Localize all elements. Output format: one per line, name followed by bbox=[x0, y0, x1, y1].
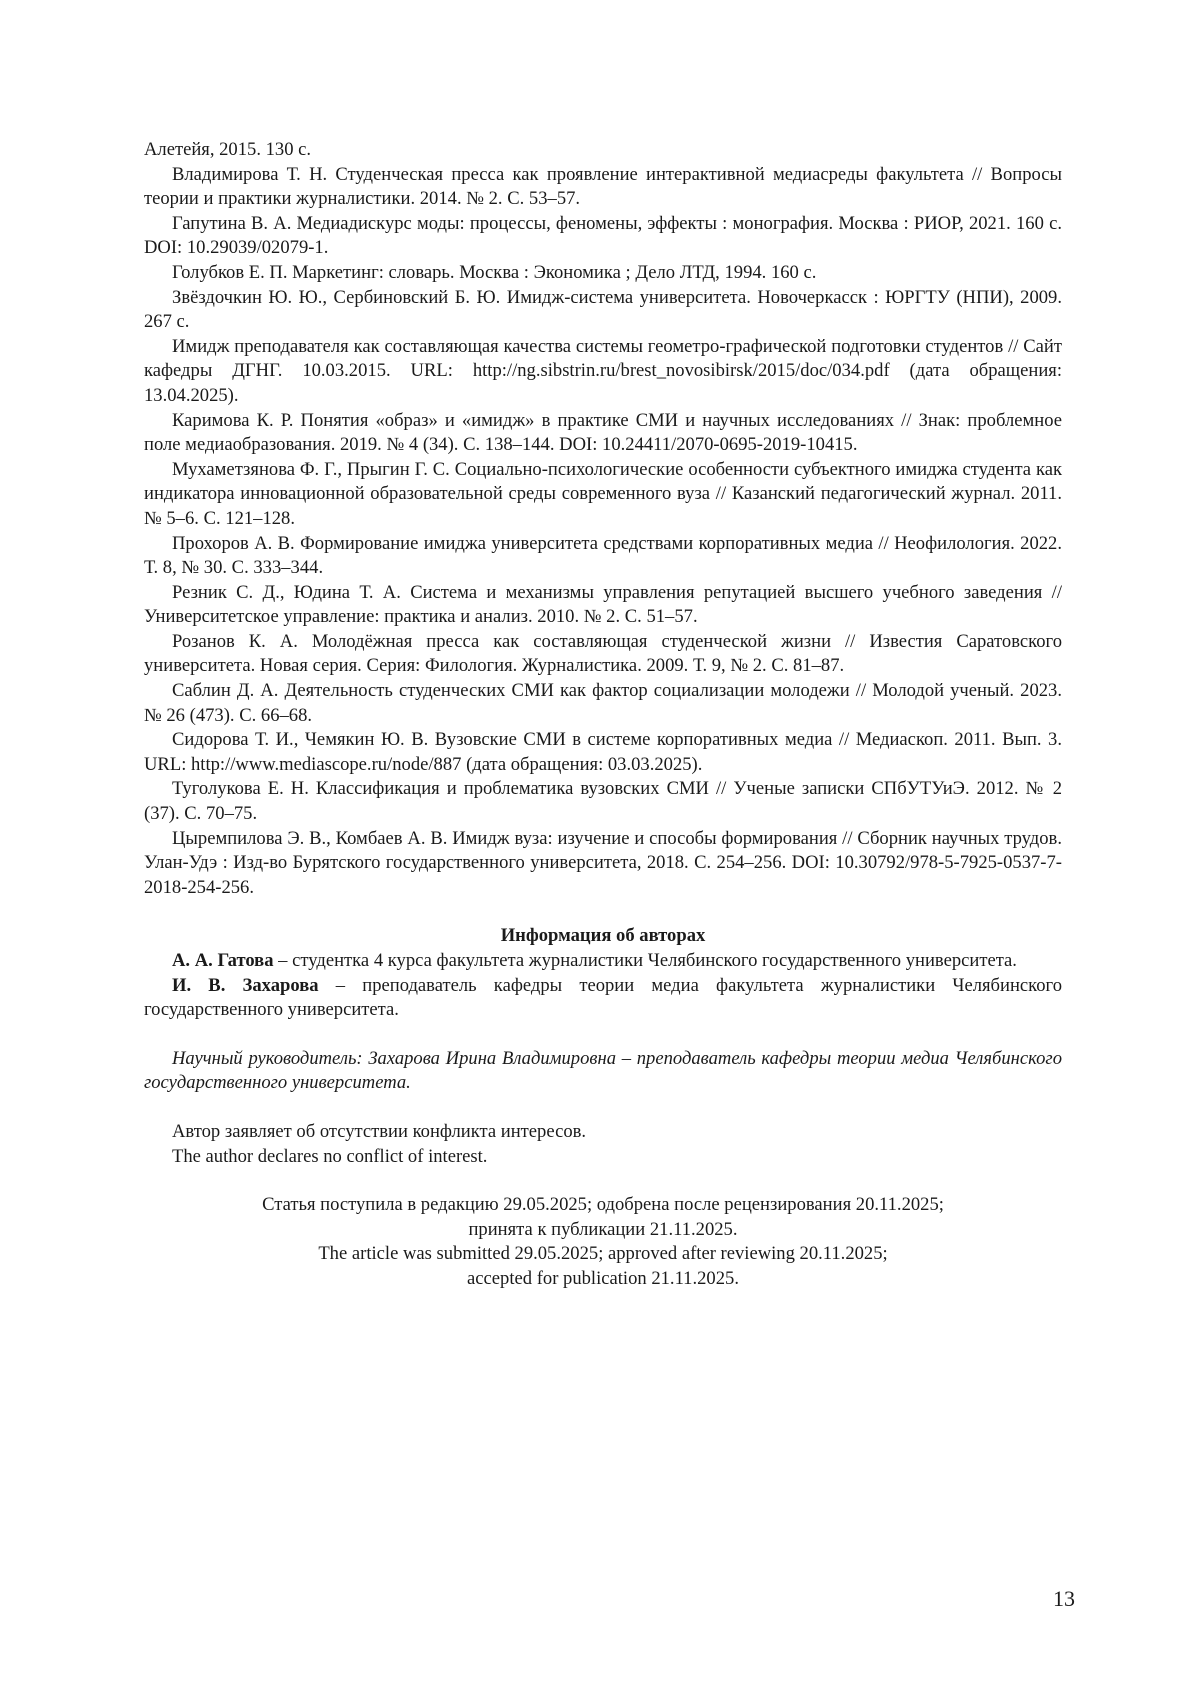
reference-item: Цыремпилова Э. В., Комбаев А. В. Имидж вуза: изучение и способы формирования // Сборник научных трудов. Улан-Удэ : Изд-во Бурятского государственного университета, 2018. С. 254–256. DOI: 10.30792/978-5-7925-0537-7-2018-254-256. bbox=[144, 827, 1062, 898]
reference-item: Гапутина В. А. Медиадискурс моды: процессы, феномены, эффекты : монография. Москва : РИОР, 2021. 160 с. DOI: 10.29039/02079-1. bbox=[144, 212, 1062, 259]
author-name: А. А. Гатова bbox=[172, 950, 274, 971]
page-number: 13 bbox=[1053, 1586, 1075, 1611]
reference-item: Мухаметзянова Ф. Г., Прыгин Г. С. Социально-психологические особенности субъектного имиджа студента как индикатора инновационной образовательной среды современного вуза // Казанский педагогический журнал. 2011. № 5–6. С. 121–128. bbox=[144, 458, 1062, 529]
reference-item: Звёздочкин Ю. Ю., Сербиновский Б. Ю. Имидж-система университета. Новочеркасск : ЮРГТУ (НПИ), 2009. 267 с. bbox=[144, 286, 1062, 333]
author-info bbox=[144, 949, 1062, 974]
author-name: И. В. Захарова bbox=[172, 974, 319, 996]
page-content bbox=[144, 138, 1062, 1292]
declaration-ru: Автор заявляет об отсутствии конфликта интересов. bbox=[172, 1120, 587, 1142]
reference-item: Туголукова Е. Н. Классификация и проблематика вузовских СМИ // Ученые записки СПбУТУиЭ. 2012. № 2 (37). С. 70–75. bbox=[144, 778, 1062, 825]
dates-en-line: accepted for publication 21.11.2025. bbox=[467, 1267, 739, 1289]
section-title: Информация об авторах bbox=[500, 925, 706, 947]
supervisor-note: Научный руководитель: Захарова Ирина Владимировна – преподаватель кафедры теории медиа Челябинского государственного университета. bbox=[144, 1047, 1062, 1094]
reference-item: Имидж преподавателя как составляющая качества системы геометро-графической подготовки студентов // Сайт кафедры ДГНГ. 10.03.2015. URL: http://ng.sibstrin.ru/brest_novosibirsk/2015/doc/034.pdf (дата обращения: 13.04.2025). bbox=[144, 335, 1062, 406]
reference-item: Прохоров А. В. Формирование имиджа университета средствами корпоративных медиа // Неофилология. 2022. Т. 8, № 30. С. 333–344. bbox=[144, 532, 1062, 579]
dates-ru-line: Статья поступила в редакцию 29.05.2025; одобрена после рецензирования 20.11.2025; bbox=[262, 1194, 944, 1216]
reference-item: Алетейя, 2015. 130 с. bbox=[144, 139, 312, 160]
reference-item: Сидорова Т. И., Чемякин Ю. В. Вузовские СМИ в системе корпоративных медиа // Медиаскоп. 2011. Вып. 3. URL: http://www.mediascope.ru/node/887 (дата обращения: 03.03.2025). bbox=[144, 729, 1062, 775]
reference-list bbox=[144, 138, 1062, 900]
conflict-declaration bbox=[144, 1120, 1062, 1169]
declaration-en: The author declares no conflict of interest. bbox=[172, 1145, 488, 1167]
dates-ru-line: принята к публикации 21.11.2025. bbox=[468, 1218, 738, 1240]
reference-item: Голубков Е. П. Маркетинг: словарь. Москва : Экономика ; Дело ЛТД, 1994. 160 с. bbox=[172, 261, 817, 283]
author-description: – студентка 4 курса факультета журналистики Челябинского государственного университета. bbox=[273, 950, 1017, 971]
reference-item: Резник С. Д., Юдина Т. А. Система и механизмы управления репутацией высшего учебного заведения // Университетское управление: практика и анализ. 2010. № 2. С. 51–57. bbox=[144, 581, 1062, 628]
reference-item: Каримова К. Р. Понятия «образ» и «имидж» в практике СМИ и научных исследованиях // Знак: проблемное поле медиаобразования. 2019. № 4 (34). С. 138–144. DOI: 10.24411/2070-0695-2019-10415. bbox=[144, 409, 1062, 456]
author-info bbox=[144, 974, 1062, 1023]
dates-en-line: The article was submitted 29.05.2025; approved after reviewing 20.11.2025; bbox=[318, 1243, 888, 1265]
reference-item: Саблин Д. А. Деятельность студенческих СМИ как фактор социализации молодежи // Молодой ученый. 2023. № 26 (473). С. 66–68. bbox=[144, 680, 1062, 726]
authors-section bbox=[144, 924, 1062, 1096]
author-description: – преподаватель кафедры теории медиа факультета журналистики Челябинского государственного университета. bbox=[144, 974, 1062, 1021]
reference-item: Розанов К. А. Молодёжная пресса как составляющая студенческой жизни // Известия Саратовского университета. Новая серия. Серия: Филология. Журналистика. 2009. Т. 9, № 2. С. 81–87. bbox=[144, 630, 1062, 677]
publication-dates bbox=[144, 1193, 1062, 1291]
reference-item: Владимирова Т. Н. Студенческая пресса как проявление интерактивной медиасреды факультета // Вопросы теории и практики журналистики. 2014. № 2. С. 53–57. bbox=[144, 163, 1062, 210]
